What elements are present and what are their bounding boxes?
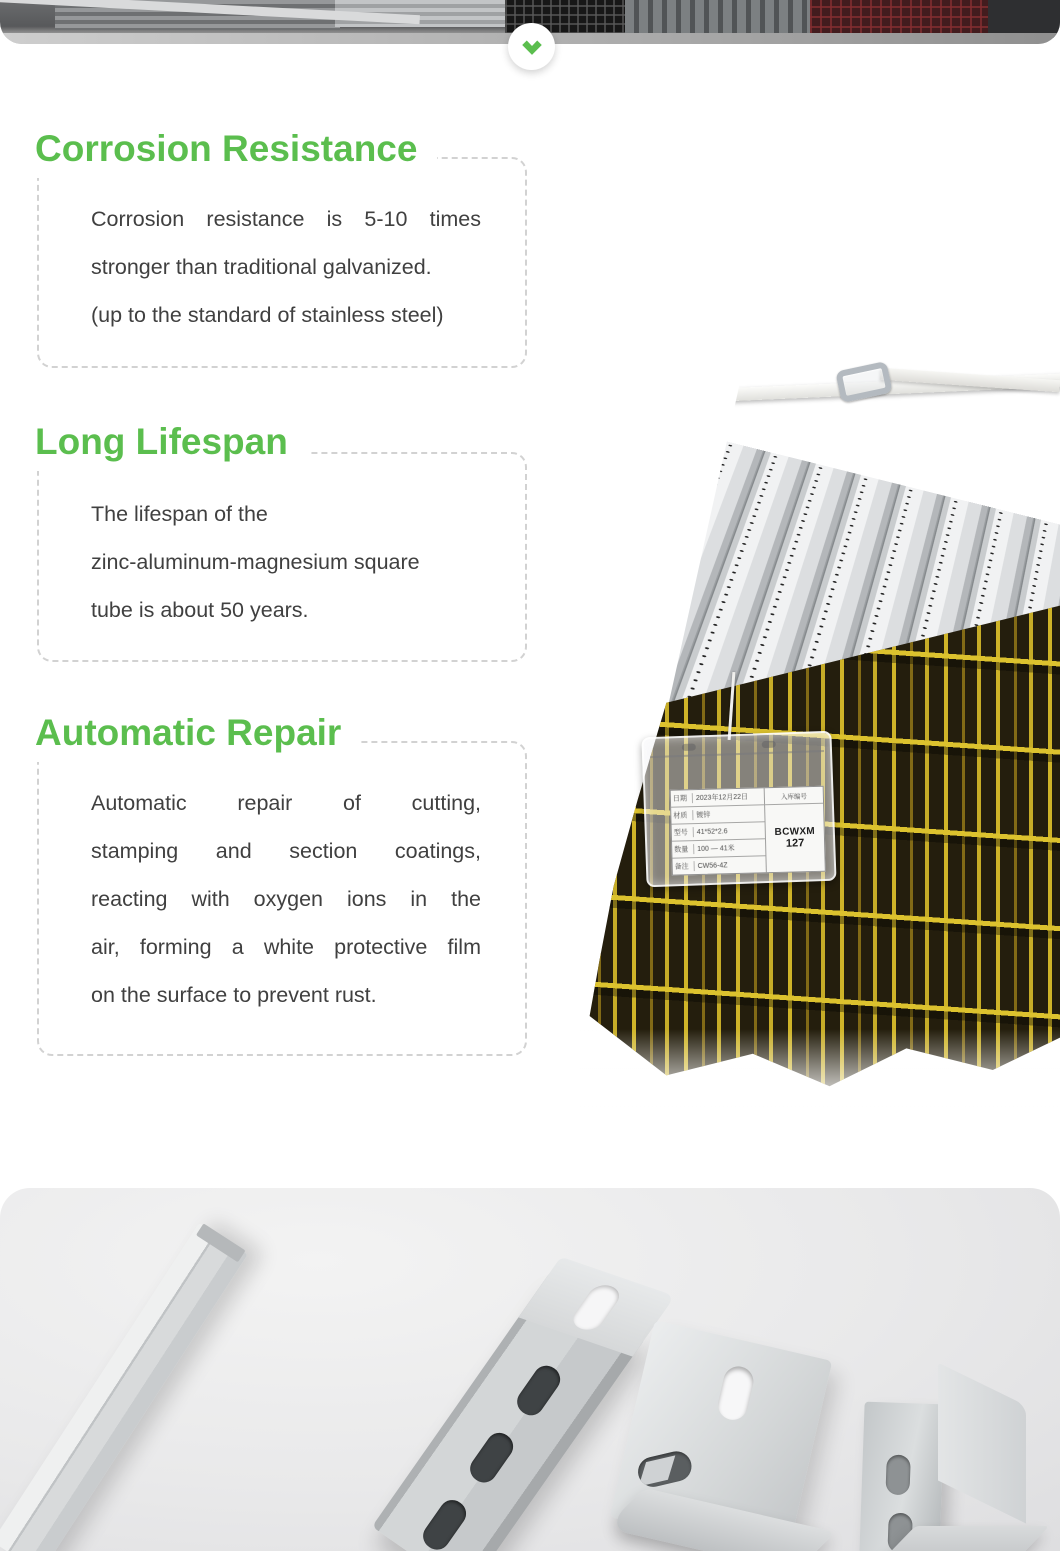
feature-text-line: air, forming a white protective film	[91, 935, 481, 959]
feature-text-line: (up to the standard of stainless steel)	[91, 303, 444, 327]
feature-text-box	[37, 452, 527, 662]
feature-text-line: Corrosion resistance is 5-10 times	[91, 207, 481, 231]
bundle-tag	[641, 731, 836, 888]
feature-text-line: stamping and section coatings,	[91, 839, 481, 863]
tag-row-value: 2023年12月22日	[695, 793, 749, 803]
channel-slot	[418, 1495, 471, 1551]
tag-row-value: CW56-4Z	[697, 861, 728, 870]
tag-label-col-header: 入库编号	[765, 787, 823, 806]
clamp-side-wing	[938, 1363, 1026, 1524]
feature-text-box	[37, 741, 527, 1056]
square-tube-end	[196, 1223, 246, 1262]
tag-label-rows	[671, 788, 767, 874]
tag-row-value: 镀锌	[696, 811, 711, 820]
feature-text-line: The lifespan of the	[91, 502, 268, 526]
photo-bottom-fade	[580, 1029, 1060, 1124]
pouch-hole	[682, 743, 696, 750]
bracket-tab-slot	[635, 1448, 694, 1489]
feature-heading: Long Lifespan	[35, 419, 308, 471]
product-bundle-photo	[580, 44, 1060, 1124]
feature-text-line: on the surface to prevent rust.	[91, 983, 377, 1007]
tag-row-key: 日期	[671, 793, 693, 804]
tag-number: 127	[785, 837, 805, 850]
tag-row-value: 100 — 41米	[697, 845, 735, 854]
feature-text-line: stronger than traditional galvanized.	[91, 255, 432, 279]
feature-heading: Corrosion Resistance	[35, 126, 437, 178]
feature-text-line: reacting with oxygen ions in the	[91, 887, 481, 911]
channel-slot	[512, 1361, 565, 1421]
tag-label-row	[672, 856, 765, 874]
tag-label-code	[765, 804, 825, 872]
tag-row-key: 材质	[671, 810, 693, 821]
channel-slot	[465, 1428, 518, 1488]
feature-text-line: tube is about 50 years.	[91, 598, 309, 622]
slotted-channel-photo	[372, 1271, 646, 1551]
tag-row-key: 数量	[672, 844, 694, 855]
pouch-hole	[762, 741, 776, 748]
tag-row-key: 备注	[673, 861, 695, 872]
square-tube-photo	[0, 1223, 248, 1551]
clamp-hole	[885, 1454, 910, 1495]
chevron-down-icon	[517, 35, 547, 59]
tag-row-key: 型号	[672, 827, 694, 838]
tag-label	[670, 786, 826, 876]
tag-label-right-column	[765, 787, 825, 872]
bracket-hole	[715, 1363, 756, 1422]
feature-heading: Automatic Repair	[35, 710, 361, 762]
feature-text-line: Automatic repair of cutting,	[91, 791, 481, 815]
tag-code: BCWXM	[774, 825, 816, 839]
feature-text-box	[37, 157, 527, 368]
scroll-down-button[interactable]	[508, 23, 555, 70]
pouch-seam	[650, 750, 824, 758]
accessories-studio-photo	[0, 1188, 1060, 1551]
feature-text-line: zinc-aluminum-magnesium square	[91, 550, 420, 574]
tag-row-value: 41*52*2.6	[696, 827, 728, 836]
gray-tube-bundle	[625, 0, 810, 36]
